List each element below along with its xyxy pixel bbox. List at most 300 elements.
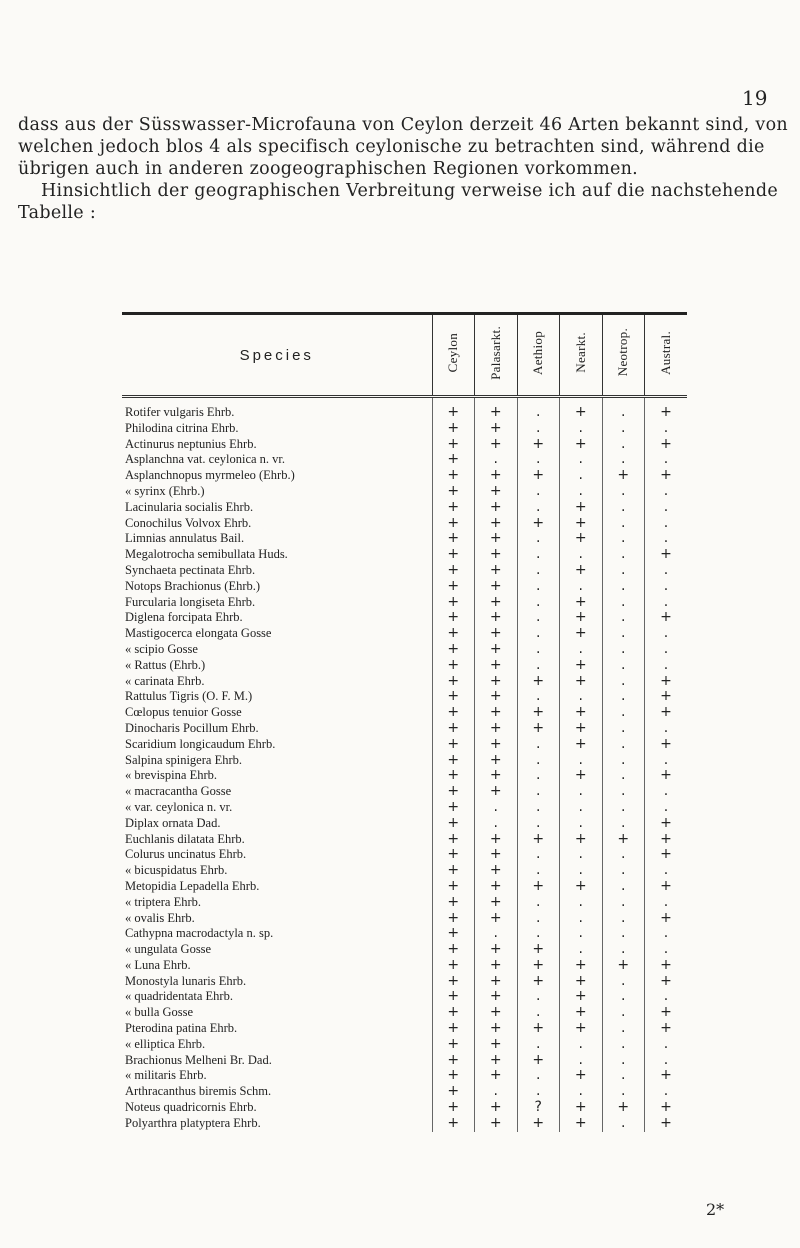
table-header-row	[122, 315, 687, 397]
occurrence-cell: .	[475, 816, 518, 832]
table-row	[122, 958, 687, 974]
occurrence-cell: .	[602, 989, 645, 1005]
occurrence-cell: .	[602, 816, 645, 832]
species-name-cell: Monostyla lunaris Ehrb.	[122, 974, 432, 990]
table-row	[122, 721, 687, 737]
occurrence-cell: +	[475, 547, 518, 563]
occurrence-cell: +	[432, 405, 475, 421]
occurrence-cell: +	[475, 942, 518, 958]
table-row	[122, 1100, 687, 1116]
occurrence-cell: +	[432, 989, 475, 1005]
species-name-cell: Lacinularia socialis Ehrb.	[122, 500, 432, 516]
occurrence-cell: .	[560, 847, 603, 863]
table-row	[122, 1116, 687, 1132]
occurrence-cell: .	[663, 594, 669, 610]
occurrence-cell: .	[517, 452, 560, 468]
occurrence-cell: +	[660, 673, 672, 689]
species-name-cell: Synchaeta pectinata Ehrb.	[122, 563, 432, 579]
occurrence-cell: .	[663, 657, 669, 673]
occurrence-cell: .	[602, 674, 645, 690]
occurrence-cell: .	[560, 421, 603, 437]
occurrence-cell: +	[475, 642, 518, 658]
occurrence-cell: +	[475, 1053, 518, 1069]
occurrence-cell: +	[475, 737, 518, 753]
occurrence-cell: ?	[517, 1100, 560, 1116]
species-name-cell: « ungulata Gosse	[122, 942, 432, 958]
occurrence-cell: .	[663, 626, 669, 642]
occurrence-cell: +	[560, 705, 603, 721]
occurrence-cell: +	[432, 1037, 475, 1053]
occurrence-cell: +	[517, 437, 560, 453]
occurrence-cell: .	[602, 405, 645, 421]
occurrence-cell: +	[560, 832, 603, 848]
species-name-cell: Megalotrocha semibullata Huds.	[122, 547, 432, 563]
occurrence-cell: .	[560, 816, 603, 832]
occurrence-cell: +	[660, 436, 672, 452]
table-row	[122, 737, 687, 753]
species-name-cell: « syrinx (Ehrb.)	[122, 484, 432, 500]
table-row	[122, 847, 687, 863]
occurrence-cell: +	[660, 705, 672, 721]
occurrence-cell: +	[517, 1021, 560, 1037]
occurrence-cell: +	[560, 658, 603, 674]
table-row	[122, 974, 687, 990]
occurrence-cell: +	[432, 895, 475, 911]
occurrence-cell: +	[517, 1053, 560, 1069]
occurrence-cell: .	[560, 895, 603, 911]
table-row	[122, 674, 687, 690]
occurrence-cell: .	[663, 1036, 669, 1052]
occurrence-cell: +	[432, 737, 475, 753]
occurrence-cell: .	[517, 847, 560, 863]
occurrence-cell: .	[602, 642, 645, 658]
occurrence-cell: .	[560, 800, 603, 816]
occurrence-cell: .	[663, 926, 669, 942]
occurrence-cell: +	[560, 1068, 603, 1084]
table-row	[122, 1021, 687, 1037]
occurrence-cell: .	[602, 547, 645, 563]
occurrence-cell: +	[475, 958, 518, 974]
occurrence-cell: +	[475, 721, 518, 737]
occurrence-cell: +	[660, 957, 672, 973]
occurrence-cell: .	[663, 989, 669, 1005]
region-header-aethiop: Aethiop	[517, 315, 560, 397]
species-name-cell: Colurus uncinatus Ehrb.	[122, 847, 432, 863]
table-row	[122, 421, 687, 437]
occurrence-cell: +	[475, 1037, 518, 1053]
occurrence-cell: .	[517, 926, 560, 942]
table-row	[122, 437, 687, 453]
occurrence-cell: .	[602, 847, 645, 863]
occurrence-cell: +	[475, 879, 518, 895]
occurrence-cell: +	[432, 516, 475, 532]
occurrence-cell: +	[660, 1100, 672, 1116]
occurrence-cell: .	[517, 531, 560, 547]
occurrence-cell: +	[432, 1053, 475, 1069]
occurrence-cell: +	[432, 626, 475, 642]
occurrence-cell: +	[660, 815, 672, 831]
occurrence-cell: +	[432, 610, 475, 626]
occurrence-cell: +	[660, 847, 672, 863]
occurrence-cell: .	[602, 1068, 645, 1084]
occurrence-cell: .	[602, 784, 645, 800]
occurrence-cell: +	[475, 974, 518, 990]
occurrence-cell: .	[517, 642, 560, 658]
occurrence-cell: .	[602, 974, 645, 990]
species-name-cell: « carinata Ehrb.	[122, 674, 432, 690]
occurrence-cell: +	[432, 484, 475, 500]
region-header-ceylon: Ceylon	[432, 315, 475, 397]
occurrence-cell: .	[602, 500, 645, 516]
occurrence-cell: .	[517, 658, 560, 674]
occurrence-cell: +	[432, 784, 475, 800]
occurrence-cell: .	[602, 705, 645, 721]
occurrence-cell: +	[432, 452, 475, 468]
occurrence-cell: +	[560, 610, 603, 626]
species-name-cell: Asplanchnopus myrmeleo (Ehrb.)	[122, 468, 432, 484]
occurrence-cell: .	[602, 610, 645, 626]
occurrence-cell: .	[602, 737, 645, 753]
occurrence-cell: +	[560, 437, 603, 453]
intro-text	[18, 114, 788, 224]
signature-mark: 2*	[706, 1200, 725, 1219]
species-name-cell: Arthracanthus biremis Schm.	[122, 1084, 432, 1100]
occurrence-cell: +	[475, 832, 518, 848]
occurrence-cell: +	[432, 1100, 475, 1116]
occurrence-cell: +	[517, 832, 560, 848]
occurrence-cell: +	[432, 547, 475, 563]
occurrence-cell: .	[517, 1084, 560, 1100]
species-name-cell: « scipio Gosse	[122, 642, 432, 658]
occurrence-cell: .	[602, 768, 645, 784]
occurrence-cell: .	[602, 658, 645, 674]
occurrence-cell: +	[432, 816, 475, 832]
occurrence-cell: .	[602, 1005, 645, 1021]
table-row	[122, 500, 687, 516]
occurrence-cell: +	[475, 1021, 518, 1037]
occurrence-cell: .	[602, 1116, 645, 1132]
table-row	[122, 642, 687, 658]
species-name-cell: Cœlopus tenuior Gosse	[122, 705, 432, 721]
species-name-cell: Diplax ornata Dad.	[122, 816, 432, 832]
table-row	[122, 626, 687, 642]
occurrence-cell: .	[602, 595, 645, 611]
occurrence-cell: +	[560, 974, 603, 990]
table-row	[122, 452, 687, 468]
occurrence-cell: .	[602, 626, 645, 642]
species-name-cell: « militaris Ehrb.	[122, 1068, 432, 1084]
table-row	[122, 658, 687, 674]
table-row	[122, 1068, 687, 1084]
occurrence-cell: .	[475, 926, 518, 942]
table-row	[122, 895, 687, 911]
occurrence-cell: +	[432, 689, 475, 705]
occurrence-cell: +	[560, 516, 603, 532]
table-row	[122, 516, 687, 532]
occurrence-cell: .	[602, 516, 645, 532]
occurrence-cell: .	[663, 515, 669, 531]
occurrence-cell: +	[432, 595, 475, 611]
occurrence-cell: +	[432, 437, 475, 453]
table-row	[122, 468, 687, 484]
species-name-cell: Noteus quadricornis Ehrb.	[122, 1100, 432, 1116]
occurrence-cell: +	[432, 531, 475, 547]
species-name-cell: Dinocharis Pocillum Ehrb.	[122, 721, 432, 737]
occurrence-cell: .	[517, 768, 560, 784]
occurrence-cell: +	[517, 879, 560, 895]
table-row	[122, 563, 687, 579]
occurrence-cell: .	[517, 595, 560, 611]
occurrence-cell: +	[432, 974, 475, 990]
occurrence-cell: .	[517, 563, 560, 579]
occurrence-cell: .	[517, 579, 560, 595]
table-row	[122, 705, 687, 721]
table-row	[122, 484, 687, 500]
occurrence-cell: +	[560, 405, 603, 421]
occurrence-cell: +	[475, 1116, 518, 1132]
table-row	[122, 816, 687, 832]
occurrence-cell: +	[560, 1005, 603, 1021]
paragraph-2: Hinsichtlich der geographischen Verbreitung verweise ich auf die nachstehende Tabelle :	[18, 181, 778, 223]
occurrence-cell: .	[602, 689, 645, 705]
occurrence-cell: +	[475, 863, 518, 879]
occurrence-cell: .	[602, 721, 645, 737]
occurrence-cell: +	[517, 705, 560, 721]
occurrence-cell: .	[517, 1005, 560, 1021]
occurrence-cell: +	[660, 736, 672, 752]
species-name-cell: Actinurus neptunius Ehrb.	[122, 437, 432, 453]
table-row	[122, 768, 687, 784]
table-row	[122, 863, 687, 879]
occurrence-cell: +	[660, 1005, 672, 1021]
table-row	[122, 1053, 687, 1069]
occurrence-cell: .	[663, 562, 669, 578]
occurrence-cell: .	[560, 579, 603, 595]
occurrence-cell: +	[475, 689, 518, 705]
occurrence-cell: .	[602, 800, 645, 816]
occurrence-cell: +	[475, 595, 518, 611]
species-name-cell: Limnias annulatus Bail.	[122, 531, 432, 547]
occurrence-cell: .	[560, 1037, 603, 1053]
occurrence-cell: .	[602, 1021, 645, 1037]
occurrence-cell: +	[475, 500, 518, 516]
species-name-cell: « triptera Ehrb.	[122, 895, 432, 911]
occurrence-cell: +	[560, 958, 603, 974]
species-name-cell: Polyarthra platyptera Ehrb.	[122, 1116, 432, 1132]
occurrence-cell: +	[475, 989, 518, 1005]
species-name-cell: Philodina citrina Ehrb.	[122, 421, 432, 437]
distribution-table	[122, 312, 687, 1132]
table-row	[122, 531, 687, 547]
occurrence-cell: +	[517, 1116, 560, 1132]
occurrence-cell: +	[475, 626, 518, 642]
occurrence-cell: +	[475, 468, 518, 484]
occurrence-cell: +	[660, 689, 672, 705]
occurrence-cell: .	[560, 753, 603, 769]
occurrence-cell: +	[560, 531, 603, 547]
occurrence-cell: +	[660, 831, 672, 847]
occurrence-cell: .	[560, 452, 603, 468]
occurrence-cell: .	[663, 1052, 669, 1068]
species-name-cell: « Luna Ehrb.	[122, 958, 432, 974]
occurrence-cell: .	[663, 752, 669, 768]
occurrence-cell: +	[517, 468, 560, 484]
occurrence-cell: +	[432, 800, 475, 816]
occurrence-cell: .	[517, 863, 560, 879]
occurrence-cell: .	[517, 421, 560, 437]
region-header-neotrop: Neotrop.	[602, 315, 645, 397]
occurrence-cell: .	[560, 926, 603, 942]
region-header-austral: Austral.	[658, 330, 673, 375]
occurrence-cell: +	[432, 642, 475, 658]
occurrence-cell: .	[663, 499, 669, 515]
species-name-cell: Diglena forcipata Ehrb.	[122, 610, 432, 626]
table-row	[122, 784, 687, 800]
occurrence-cell: +	[432, 847, 475, 863]
occurrence-cell: +	[517, 942, 560, 958]
occurrence-cell: +	[432, 879, 475, 895]
occurrence-cell: .	[517, 895, 560, 911]
occurrence-cell: +	[432, 658, 475, 674]
occurrence-cell: .	[663, 720, 669, 736]
occurrence-cell: .	[602, 1084, 645, 1100]
occurrence-cell: +	[560, 721, 603, 737]
occurrence-cell: .	[517, 737, 560, 753]
occurrence-cell: .	[517, 610, 560, 626]
occurrence-cell: +	[560, 737, 603, 753]
occurrence-cell: +	[432, 1005, 475, 1021]
occurrence-cell: +	[432, 768, 475, 784]
species-name-cell: Euchlanis dilatata Ehrb.	[122, 832, 432, 848]
occurrence-cell: +	[660, 405, 672, 420]
occurrence-cell: +	[660, 1021, 672, 1037]
occurrence-cell: +	[475, 895, 518, 911]
occurrence-cell: +	[432, 911, 475, 927]
occurrence-cell: +	[660, 910, 672, 926]
table-row	[122, 405, 687, 421]
table-row	[122, 911, 687, 927]
table-row	[122, 879, 687, 895]
species-name-cell: « ovalis Ehrb.	[122, 911, 432, 927]
occurrence-cell: .	[663, 1084, 669, 1100]
species-name-cell: « bulla Gosse	[122, 1005, 432, 1021]
species-name-cell: Rattulus Tigris (O. F. M.)	[122, 689, 432, 705]
table-row	[122, 800, 687, 816]
occurrence-cell: .	[560, 484, 603, 500]
occurrence-cell: +	[475, 768, 518, 784]
table-row	[122, 1005, 687, 1021]
paragraph-1: dass aus der Süsswasser-Microfauna von Ceylon derzeit 46 Arten bekannt sind, von welchen jedoch blos 4 als specifisch ceylonische zu betrachten sind, während die übrigen auch in anderen zoogeographischen Regionen vorkommen.	[18, 115, 788, 179]
table-row	[122, 595, 687, 611]
occurrence-cell: +	[475, 531, 518, 547]
table-row	[122, 942, 687, 958]
occurrence-cell: +	[660, 973, 672, 989]
occurrence-cell: +	[475, 674, 518, 690]
occurrence-cell: +	[660, 468, 672, 484]
occurrence-cell: +	[560, 1100, 603, 1116]
occurrence-cell: .	[560, 547, 603, 563]
occurrence-cell: .	[517, 626, 560, 642]
table-row	[122, 926, 687, 942]
species-name-cell: Notops Brachionus (Ehrb.)	[122, 579, 432, 595]
species-name-cell: « brevispina Ehrb.	[122, 768, 432, 784]
occurrence-cell: +	[475, 405, 518, 421]
occurrence-cell: +	[475, 911, 518, 927]
region-header-palasarkt: Palasarkt.	[475, 315, 518, 397]
occurrence-cell: +	[475, 610, 518, 626]
species-name-cell: Conochilus Volvox Ehrb.	[122, 516, 432, 532]
occurrence-cell: .	[663, 578, 669, 594]
occurrence-cell: .	[602, 452, 645, 468]
occurrence-cell: +	[660, 768, 672, 784]
occurrence-cell: +	[432, 421, 475, 437]
occurrence-cell: +	[660, 1115, 672, 1131]
occurrence-cell: +	[517, 674, 560, 690]
occurrence-cell: +	[475, 421, 518, 437]
occurrence-cell: .	[560, 468, 603, 484]
occurrence-cell: +	[475, 563, 518, 579]
species-name-cell: Brachionus Melheni Br. Dad.	[122, 1053, 432, 1069]
occurrence-cell: .	[475, 452, 518, 468]
occurrence-cell: +	[432, 926, 475, 942]
table-body	[122, 397, 687, 1132]
occurrence-cell: .	[602, 911, 645, 927]
occurrence-cell: +	[660, 878, 672, 894]
occurrence-cell: +	[517, 958, 560, 974]
occurrence-cell: +	[475, 1005, 518, 1021]
species-name-cell: Asplanchna vat. ceylonica n. vr.	[122, 452, 432, 468]
table-row	[122, 989, 687, 1005]
occurrence-cell: +	[602, 1100, 645, 1116]
occurrence-cell: +	[517, 516, 560, 532]
occurrence-cell: +	[432, 468, 475, 484]
occurrence-cell: +	[432, 705, 475, 721]
occurrence-cell: .	[602, 531, 645, 547]
occurrence-cell: +	[432, 1116, 475, 1132]
occurrence-cell: .	[663, 452, 669, 468]
occurrence-cell: +	[560, 626, 603, 642]
occurrence-cell: .	[560, 1053, 603, 1069]
occurrence-cell: .	[560, 784, 603, 800]
species-name-cell: « quadridentata Ehrb.	[122, 989, 432, 1005]
occurrence-cell: .	[663, 784, 669, 800]
occurrence-cell: +	[432, 753, 475, 769]
occurrence-cell: +	[432, 1068, 475, 1084]
occurrence-cell: +	[432, 942, 475, 958]
occurrence-cell: .	[560, 642, 603, 658]
occurrence-cell: +	[432, 1021, 475, 1037]
occurrence-cell: +	[660, 610, 672, 626]
occurrence-cell: +	[432, 832, 475, 848]
occurrence-cell: +	[517, 721, 560, 737]
occurrence-cell: .	[602, 579, 645, 595]
occurrence-cell: +	[432, 500, 475, 516]
occurrence-cell: +	[660, 1068, 672, 1084]
occurrence-cell: .	[663, 863, 669, 879]
occurrence-cell: +	[432, 579, 475, 595]
occurrence-cell: .	[560, 942, 603, 958]
species-name-cell: Cathypna macrodactyla n. sp.	[122, 926, 432, 942]
occurrence-cell: +	[475, 1068, 518, 1084]
occurrence-cell: +	[660, 547, 672, 563]
species-name-cell: « bicuspidatus Ehrb.	[122, 863, 432, 879]
occurrence-cell: .	[517, 1068, 560, 1084]
occurrence-cell: .	[517, 1037, 560, 1053]
occurrence-cell: +	[432, 958, 475, 974]
occurrence-cell: +	[432, 721, 475, 737]
occurrence-cell: +	[475, 484, 518, 500]
occurrence-cell: .	[663, 531, 669, 547]
